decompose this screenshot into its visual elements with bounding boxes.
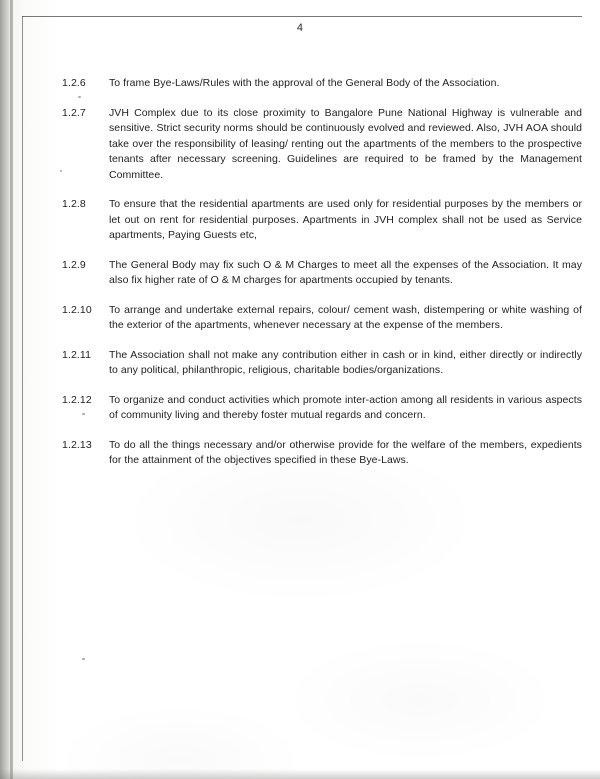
clause-text: JVH Complex due to its close proximity to Bangalore Pune National Highway is vulnerable and sensitive. Strict security norms should be continuously evolved and reviewed. Also, JVH AOA should take over the responsibility of leasing/ renting out the apartments of the members to the prospective tenants after necessary screening. Guidelines are required to be framed by the Management Committee. [109,106,582,181]
scan-binding-line [10,0,13,779]
clause-item [62,76,582,92]
scan-speck [82,658,85,660]
clause-number: 1.2.13 [62,438,92,451]
clause-text: To frame Bye-Laws/Rules with the approval of the General Body of the Association. [109,77,500,89]
clause-number: 1.2.10 [62,303,92,316]
scan-speck [60,170,62,172]
scan-speck [82,413,85,415]
clause-list [62,76,582,483]
clause-text: To ensure that the residential apartments are used only for residential purposes by the members or let out on rent for residential purposes. Apartments in JVH complex shall not be used as Service apartments, Paying Guests etc, [109,198,582,241]
clause-text: To do all the things necessary and/or otherwise provide for the welfare of the members, expedients for the attainment of the objectives specified in these Bye-Laws. [109,438,582,466]
clause-text: To organize and conduct activities which promote inter-action among all residents in various aspects of community living and thereby foster mutual regards and concern. [109,393,582,421]
page-border-top [22,16,582,17]
clause-item [62,438,582,469]
clause-text: The General Body may fix such O & M Charges to meet all the expenses of the Association. It may also fix higher rate of O & M charges for apartments occupied by tenants. [109,258,582,286]
clause-item [62,303,582,334]
clause-item [62,393,582,424]
clause-item [62,258,582,289]
clause-number: 1.2.8 [62,198,86,210]
scan-speck [78,96,81,98]
page-number: 4 [296,22,304,34]
scan-bottom-shadow [0,769,600,779]
clause-number: 1.2.12 [62,393,92,406]
clause-number: 1.2.11 [62,348,92,361]
page-border-left [22,16,23,761]
clause-number: 1.2.9 [62,258,86,271]
clause-text: The Association shall not make any contribution either in cash or in kind, either directly or indirectly to any political, philanthropic, religious, charitable bodies/organizations. [109,348,582,376]
clause-item [62,348,582,379]
clause-item [62,197,582,244]
clause-text: To arrange and undertake external repairs, colour/ cement wash, distempering or white washing of the exterior of the apartments, whenever necessary at the expense of the members. [109,303,582,331]
clause-item [62,106,582,184]
clause-number: 1.2.7 [62,106,86,119]
clause-number: 1.2.6 [62,77,86,89]
